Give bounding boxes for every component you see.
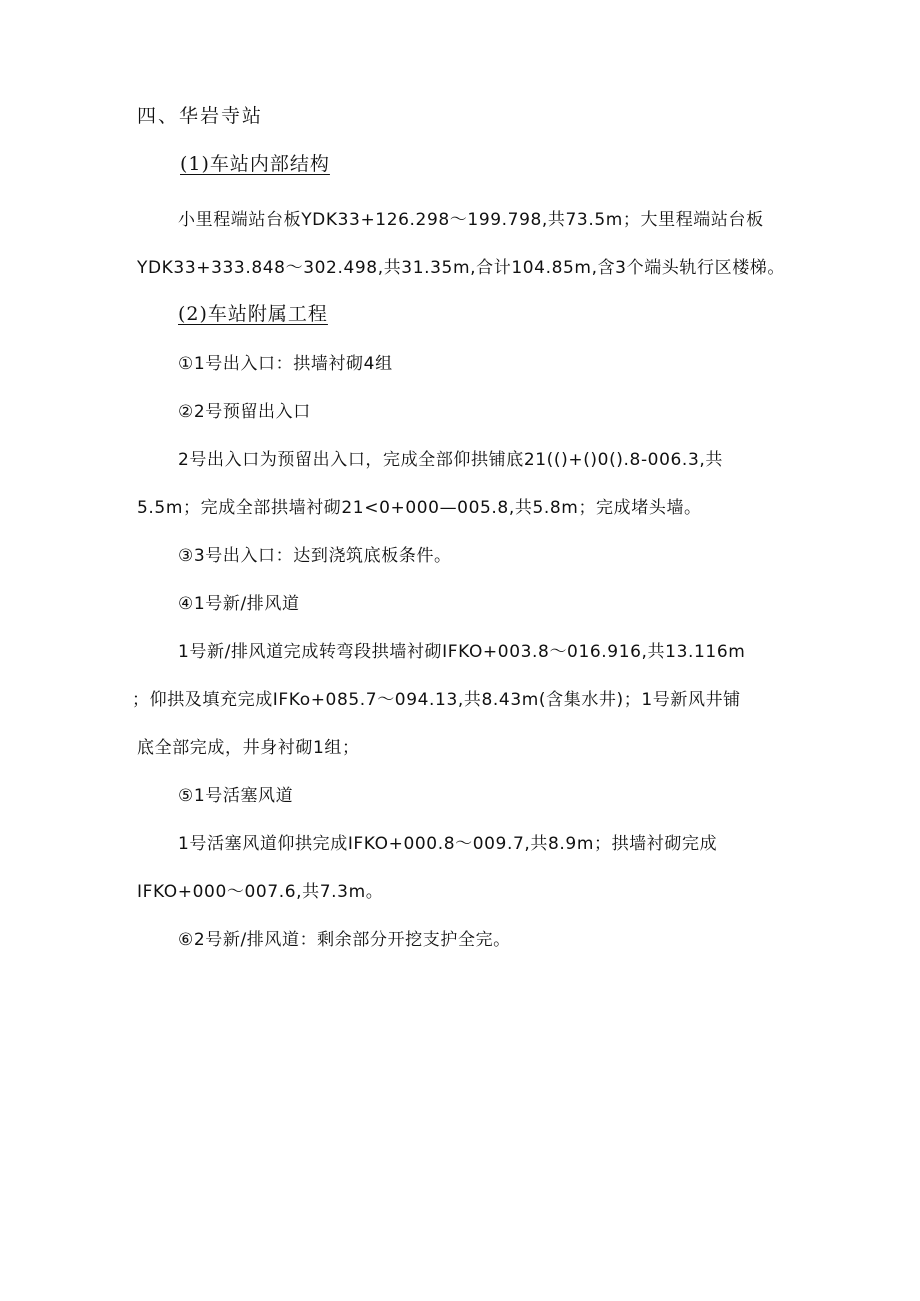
paragraph-line: 1号新/排风道完成转弯段拱墙衬砌IFKO+003.8～016.916,共13.116m [178,642,746,662]
paragraph-line: 5.5m；完成全部拱墙衬砌21<0+000—005.8,共5.8m；完成堵头墙。 [137,498,702,518]
paragraph-line: 1号活塞风道仰拱完成IFKO+000.8～009.7,共8.9m；拱墙衬砌完成 [178,834,718,854]
paragraph-line: ；仰拱及填充完成IFKo+085.7～094.13,共8.43m(含集水井)；1号新风井铺 [132,690,741,710]
list-item-air-duct-2: ⑥2号新/排风道：剩余部分开挖支护全完。 [178,930,511,950]
paragraph-line: YDK33+333.848～302.498,共31.35m,合计104.85m,含3个端头轨行区楼梯。 [137,258,785,278]
list-item-entrance-3: ③3号出入口：达到浇筑底板条件。 [178,546,452,566]
list-item-piston-duct-title: ⑤1号活塞风道 [178,786,294,806]
list-item-entrance-2-title: ②2号预留出入口 [178,402,311,422]
section-heading: 四、华岩寺站 [137,105,264,127]
paragraph-line: 2号出入口为预留出入口，完成全部仰拱铺底21(()+()0().8-006.3,共 [178,450,723,470]
paragraph-line: 底全部完成，井身衬砌1组； [137,738,360,758]
subsection-title-auxiliary-works: (2)车站附属工程 [178,303,328,325]
list-item-entrance-1: ①1号出入口：拱墙衬砌4组 [178,354,393,374]
subsection-title-internal-structure: (1)车站内部结构 [180,153,330,175]
paragraph-line: IFKO+000～007.6,共7.3m。 [137,882,384,902]
list-item-air-duct-1-title: ④1号新/排风道 [178,594,300,614]
paragraph-line: 小里程端站台板YDK33+126.298～199.798,共73.5m；大里程端站台板 [178,210,764,230]
